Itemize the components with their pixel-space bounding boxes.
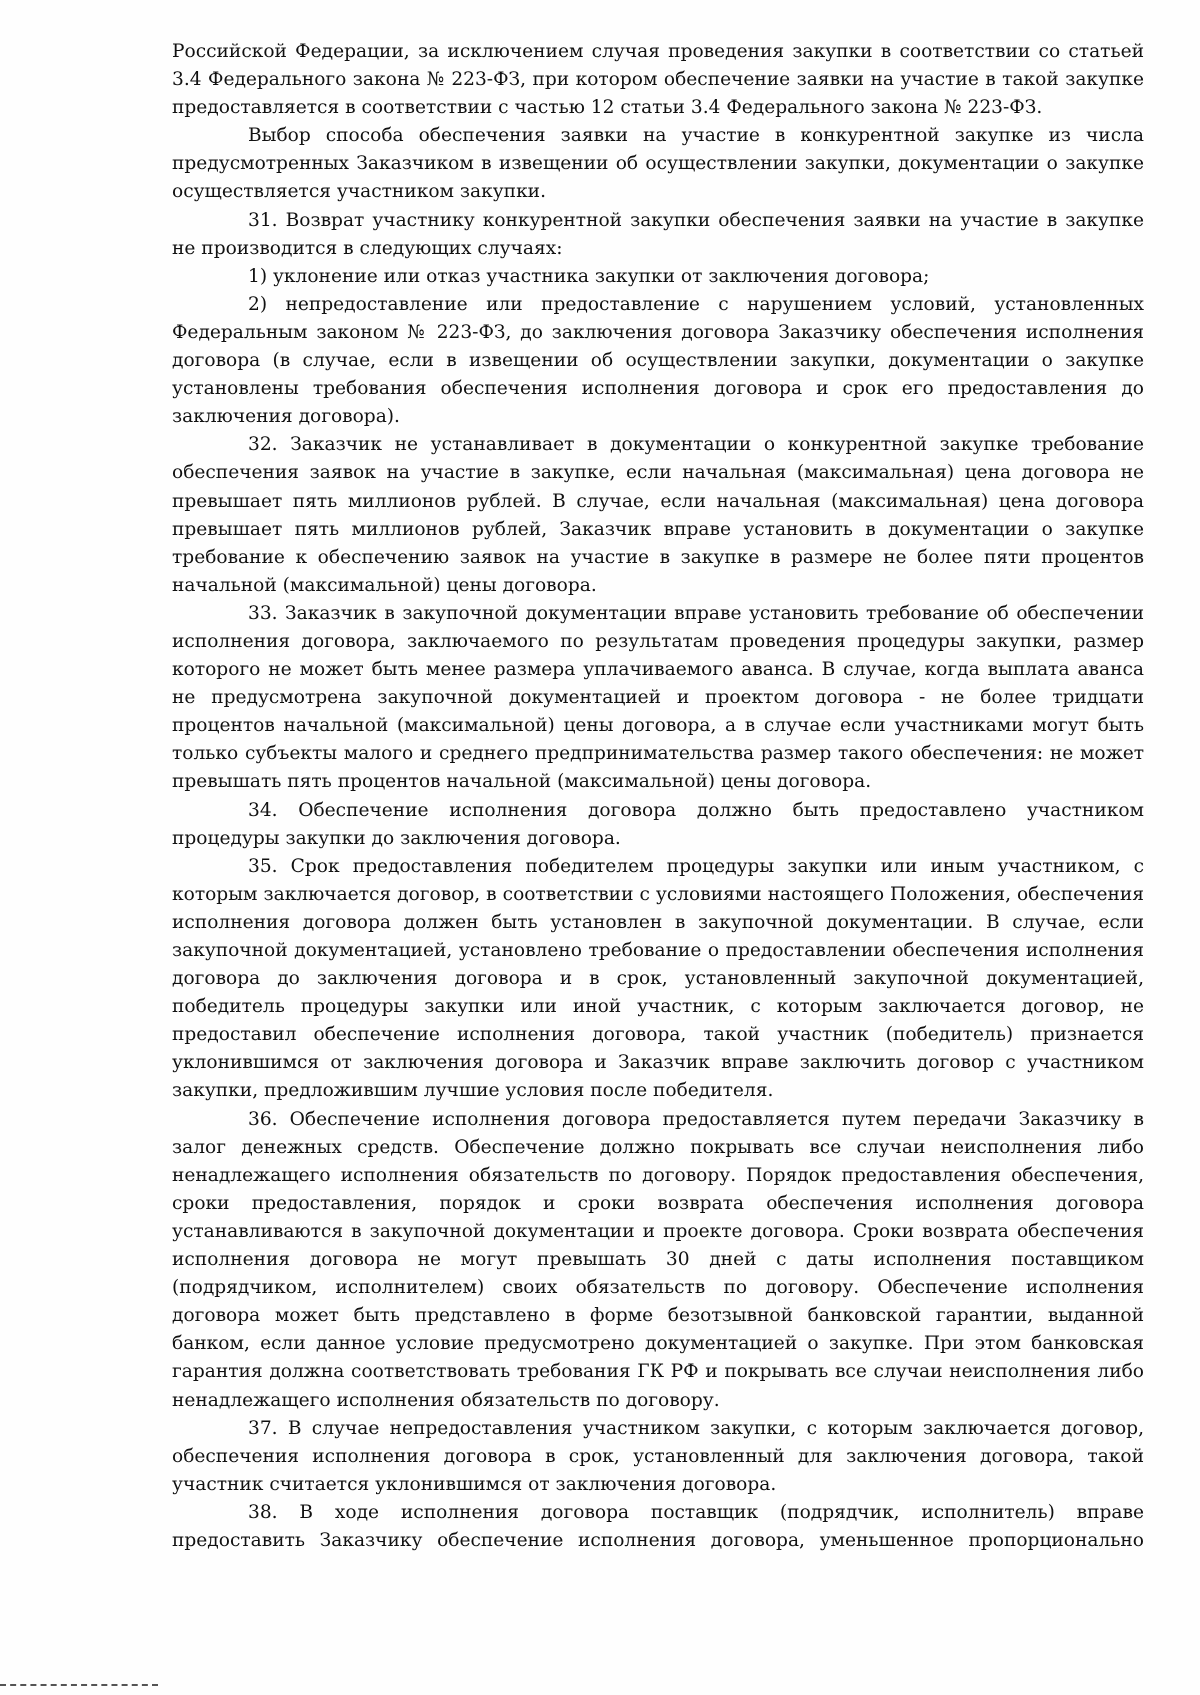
- paragraph-32: 32. Заказчик не устанавливает в документации о конкурентной закупке требование обеспечения заявок на участие в закупке, если начальная (максимальная) цена договора не превышает пять миллионов рублей. В случае, если начальная (максимальная) цена договора превышает пять миллионов рублей, Заказчик вправе установить в документации о закупке требование к обеспечению заявок на участие в закупке в размере не более пяти процентов начальной (максимальной) цены договора.: [172, 434, 1144, 596]
- paragraph-31-item-1: 1) уклонение или отказ участника закупки от заключения договора;: [248, 265, 930, 287]
- footnote-separator-line: [0, 1684, 158, 1686]
- paragraph-34: 34. Обеспечение исполнения договора должно быть предоставлено участником процедуры закупки до заключения договора.: [172, 799, 1144, 849]
- paragraph-35: 35. Срок предоставления победителем процедуры закупки или иным участником, с которым заключается договор, в соответствии с условиями настоящего Положения, обеспечения исполнения договора должен быть установлен в закупочной документации. В случае, если закупочной документацией, установлено требование о предоставлении обеспечения исполнения договора до заключения договора и в срок, установленный закупочной документацией, победитель процедуры закупки или иной участник, с которым заключается договор, не предоставил обеспечение исполнения договора, такой участник (победитель) признается уклонившимся от заключения договора и Заказчик вправе заключить договор с участником закупки, предложившим лучшие условия после победителя.: [172, 855, 1144, 1102]
- document-body: [172, 38, 1144, 1555]
- paragraph-33: 33. Заказчик в закупочной документации вправе установить требование об обеспечении исполнения договора, заключаемого по результатам проведения процедуры закупки, размер которого не может быть менее размера уплачиваемого аванса. В случае, когда выплата аванса не предусмотрена закупочной документацией и проектом договора - не более тридцати процентов начальной (максимальной) цены договора, а в случае если участниками могут быть только субъекты малого и среднего предпринимательства размер такого обеспечения: не может превышать пять процентов начальной (максимальной) цены договора.: [172, 602, 1144, 793]
- paragraph-37: 37. В случае непредоставления участником закупки, с которым заключается договор, обеспечения исполнения договора в срок, установленный для заключения договора, такой участник считается уклонившимся от заключения договора.: [172, 1417, 1144, 1495]
- paragraph-continuation: Российской Федерации, за исключением случая проведения закупки в соответствии со статьей 3.4 Федерального закона № 223-ФЗ, при котором обеспечение заявки на участие в такой закупке предоставляется в соответствии с частью 12 статьи 3.4 Федерального закона № 223-ФЗ.: [172, 41, 1144, 119]
- paragraph-31: 31. Возврат участнику конкурентной закупки обеспечения заявки на участие в закупке не производится в следующих случаях:: [172, 209, 1144, 259]
- paragraph-security-choice: Выбор способа обеспечения заявки на участие в конкурентной закупке из числа предусмотренных Заказчиком в извещении об осуществлении закупки, документации о закупке осуществляется участником закупки.: [172, 125, 1144, 203]
- paragraph-31-item-2: 2) непредоставление или предоставление с нарушением условий, установленных Федеральным законом № 223-ФЗ, до заключения договора Заказчику обеспечения исполнения договора (в случае, если в извещении об осуществлении закупки, документации о закупке установлены требования обеспечения исполнения договора и срок его предоставления до заключения договора).: [172, 293, 1144, 428]
- paragraph-38: 38. В ходе исполнения договора поставщик (подрядчик, исполнитель) вправе предоставить Заказчику обеспечение исполнения договора, уменьшенное пропорционально: [172, 1501, 1144, 1551]
- paragraph-36: 36. Обеспечение исполнения договора предоставляется путем передачи Заказчику в залог денежных средств. Обеспечение должно покрывать все случаи неисполнения либо ненадлежащего исполнения обязательств по договору. Порядок предоставления обеспечения, сроки предоставления, порядок и сроки возврата обеспечения исполнения договора устанавливаются в закупочной документации и проекте договора. Сроки возврата обеспечения исполнения договора не могут превышать 30 дней с даты исполнения поставщиком (подрядчиком, исполнителем) своих обязательств по договору. Обеспечение исполнения договора может быть представлено в форме безотзывной банковской гарантии, выданной банком, если данное условие предусмотрено документацией о закупке. При этом банковская гарантия должна соответствовать требования ГК РФ и покрывать все случаи неисполнения либо ненадлежащего исполнения обязательств по договору.: [172, 1108, 1144, 1411]
